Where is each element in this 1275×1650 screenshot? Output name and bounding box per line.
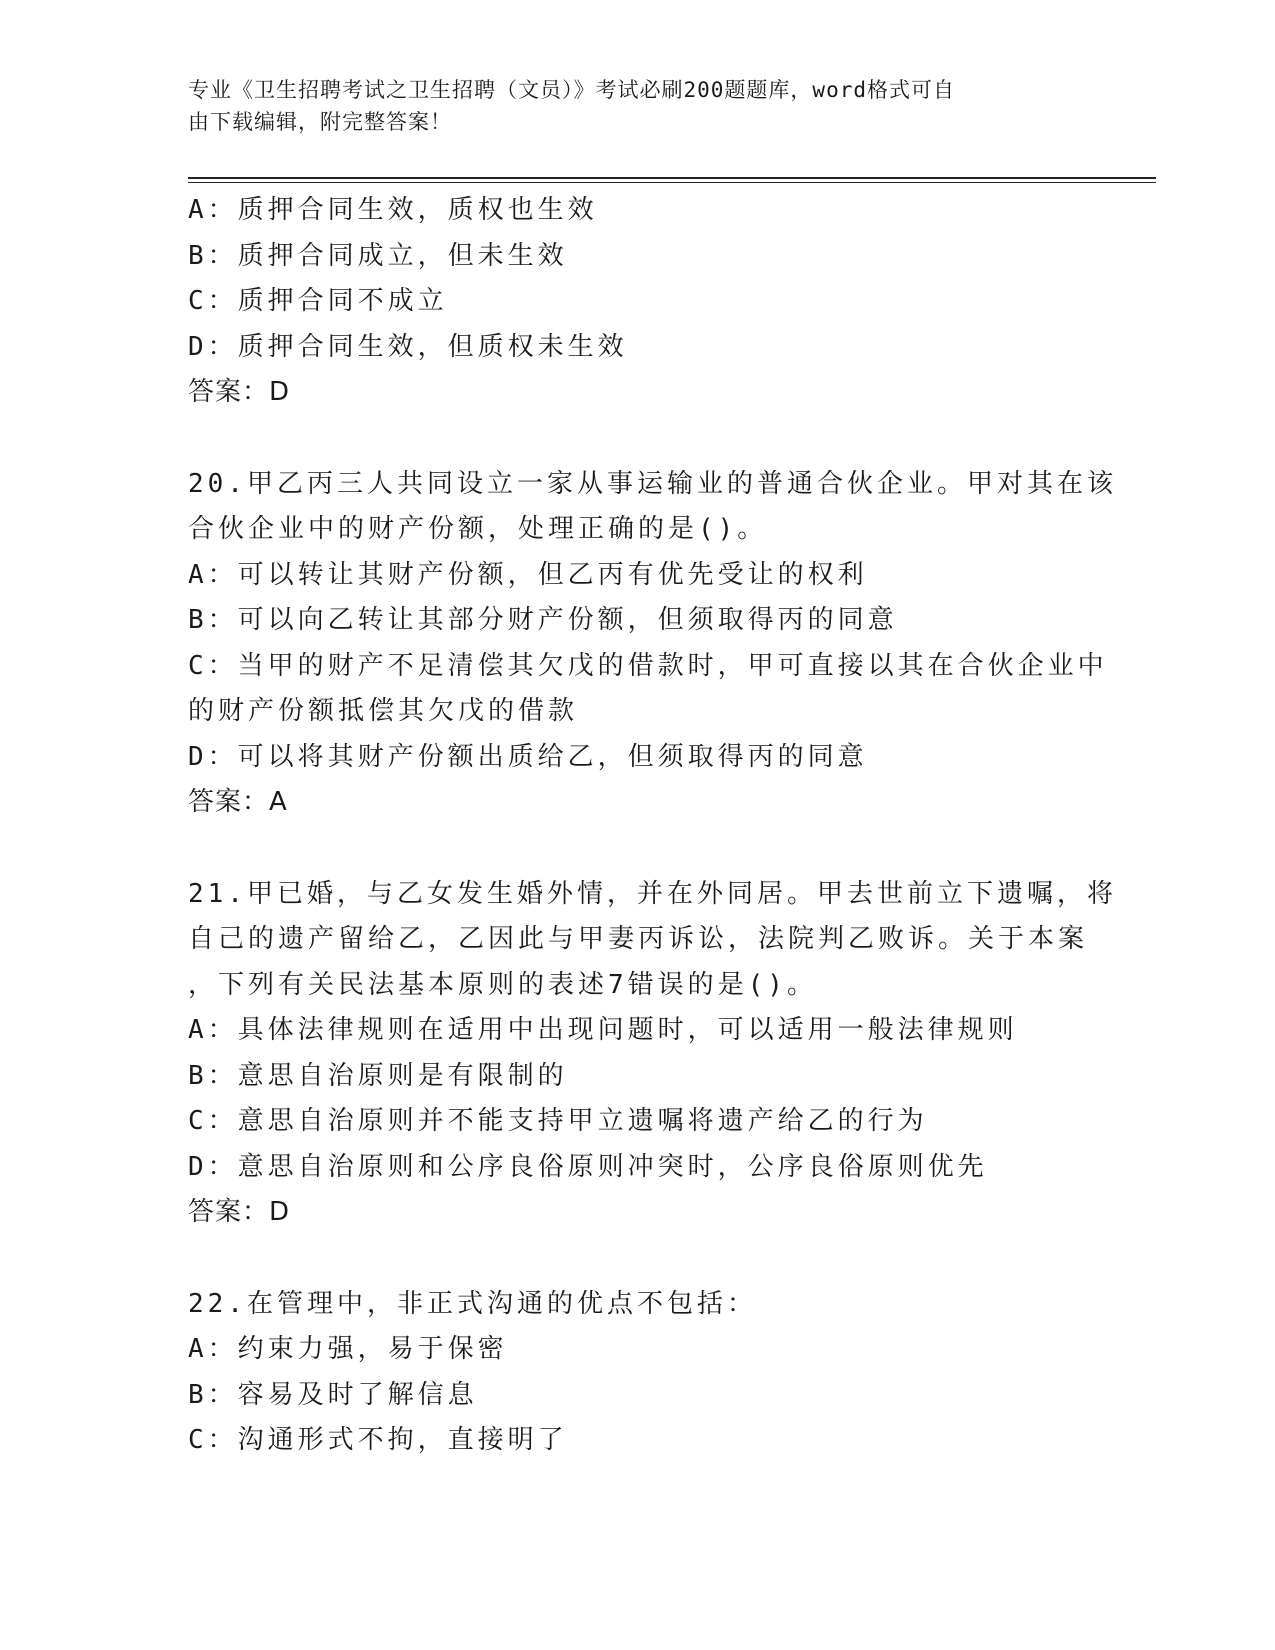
document-header [188,74,1088,138]
header-divider-thin [188,182,1156,183]
header-line-2: 由下载编辑，附完整答案！ [188,110,452,134]
option-c-continued: 的财产份额抵偿其欠戊的借款 [188,696,579,726]
option-c: C：质押合同不成立 [188,286,448,316]
header-line-1: 专业《卫生招聘考试之卫生招聘（文员）》考试必刷200题题库，word格式可自 [188,78,955,102]
spacer [188,1236,1088,1282]
question-21 [188,872,1117,1236]
option-d: D：可以将其财产份额出质给乙，但须取得丙的同意 [188,741,868,772]
option-b: B：意思自治原则是有限制的 [188,1060,568,1091]
option-a: A：具体法律规则在适用中出现问题时，可以适用一般法律规则 [188,1015,1018,1045]
option-b: B：容易及时了解信息 [188,1379,478,1410]
option-a: A：可以转让其财产份额，但乙丙有优先受让的权利 [188,559,868,590]
option-a: A：质押合同生效，质权也生效 [188,195,598,225]
option-c: C：当甲的财产不足清偿其欠戊的借款时，甲可直接以其在合伙企业中 [188,650,1108,681]
option-b: B：可以向乙转让其部分财产份额，但须取得丙的同意 [188,605,898,635]
spacer [188,826,1088,872]
question-20 [188,462,1117,826]
option-c: C：意思自治原则并不能支持甲立遗嘱将遗产给乙的行为 [188,1106,928,1136]
option-d: D：意思自治原则和公序良俗原则冲突时，公序良俗原则优先 [188,1151,988,1182]
answer: 答案：D [188,377,291,407]
question-stem: 合伙企业中的财产份额，处理正确的是()。 [188,514,768,544]
option-c: C：沟通形式不拘，直接明了 [188,1425,568,1455]
question-stem: 自己的遗产留给乙，乙因此与甲妻丙诉讼，法院判乙败诉。关于本案 [188,924,1089,954]
question-list [188,188,1117,1464]
question-stem: 22.在管理中，非正式沟通的优点不包括： [188,1288,757,1319]
option-a: A：约束力强，易于保密 [188,1334,508,1364]
option-b: B：质押合同成立，但未生效 [188,240,568,271]
question-stem: ，下列有关民法基本原则的表述7错误的是()。 [188,969,817,1000]
header-divider-thick [188,177,1156,179]
question-stem: 20.甲乙丙三人共同设立一家从事运输业的普通合伙企业。甲对其在该 [188,468,1117,499]
answer: 答案：D [188,1197,291,1227]
question-22 [188,1282,1088,1464]
answer: 答案：A [188,787,288,817]
option-d: D：质押合同生效，但质权未生效 [188,331,628,362]
spacer [188,416,1088,462]
question-19 [188,188,1088,416]
question-stem: 21.甲已婚，与乙女发生婚外情，并在外同居。甲去世前立下遗嘱，将 [188,878,1117,909]
